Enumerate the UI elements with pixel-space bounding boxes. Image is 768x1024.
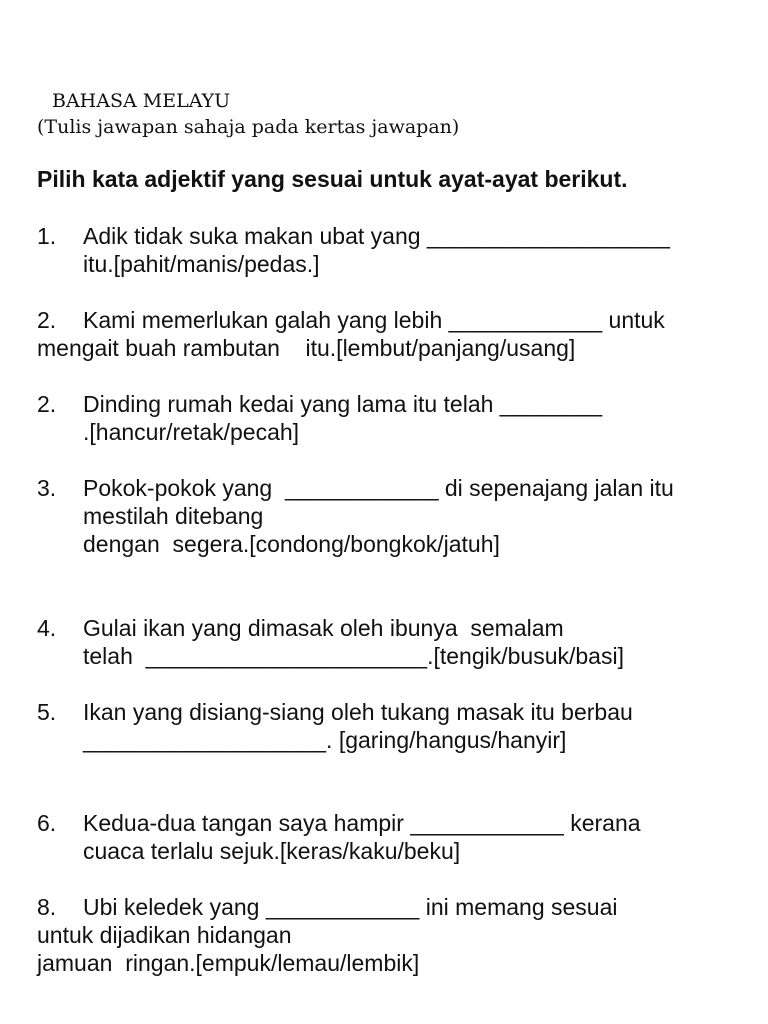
question-number: 3. [37,475,57,501]
question-line: untuk dijadikan hidangan [37,922,292,948]
question-line: cuaca terlalu sejuk.[keras/kaku/beku] [83,838,461,864]
question-line: Kedua-dua tangan saya hampir ____________ kerana [83,810,641,836]
question-line: Gulai ikan yang dimasak oleh ibunya semalam [83,615,564,641]
question-line: .[hancur/retak/pecah] [83,419,300,445]
question-line: Pokok-pokok yang ____________ di sepenajang jalan itu [83,475,674,501]
question-line: Dinding rumah kedai yang lama itu telah ________ [83,391,603,417]
question-line: Adik tidak suka makan ubat yang ___________________ [83,223,670,249]
question-number: 2. [37,307,57,333]
question-number: 4. [37,615,57,641]
question-line: Kami memerlukan galah yang lebih ____________ untuk [83,307,665,333]
question-number: 6. [37,810,57,836]
question-line: telah ______________________.[tengik/busuk/basi] [83,643,624,669]
question-line: mestilah ditebang [83,503,264,529]
question-line: dengan segera.[condong/bongkok/jatuh] [83,531,500,557]
question-line: jamuan ringan.[empuk/lemau/lembik] [37,950,420,976]
instructions-text: (Tulis jawapan sahaja pada kertas jawapan) [37,116,460,138]
question-line: Ubi keledek yang ____________ ini memang sesuai [83,894,618,920]
question-line: mengait buah rambutan itu.[lembut/panjang/usang] [37,335,576,361]
question-number: 5. [37,699,57,725]
question-number: 8. [37,894,57,920]
question-line: Ikan yang disiang-siang oleh tukang masak itu berbau [83,699,633,725]
subject-title: BAHASA MELAYU [52,90,231,112]
question-line: ___________________. [garing/hangus/hanyir] [83,727,567,753]
question-number: 2. [37,391,57,417]
question-number: 1. [37,223,57,249]
exercise-heading: Pilih kata adjektif yang sesuai untuk ayat-ayat berikut. [37,166,628,192]
question-line: itu.[pahit/manis/pedas.] [83,251,320,277]
